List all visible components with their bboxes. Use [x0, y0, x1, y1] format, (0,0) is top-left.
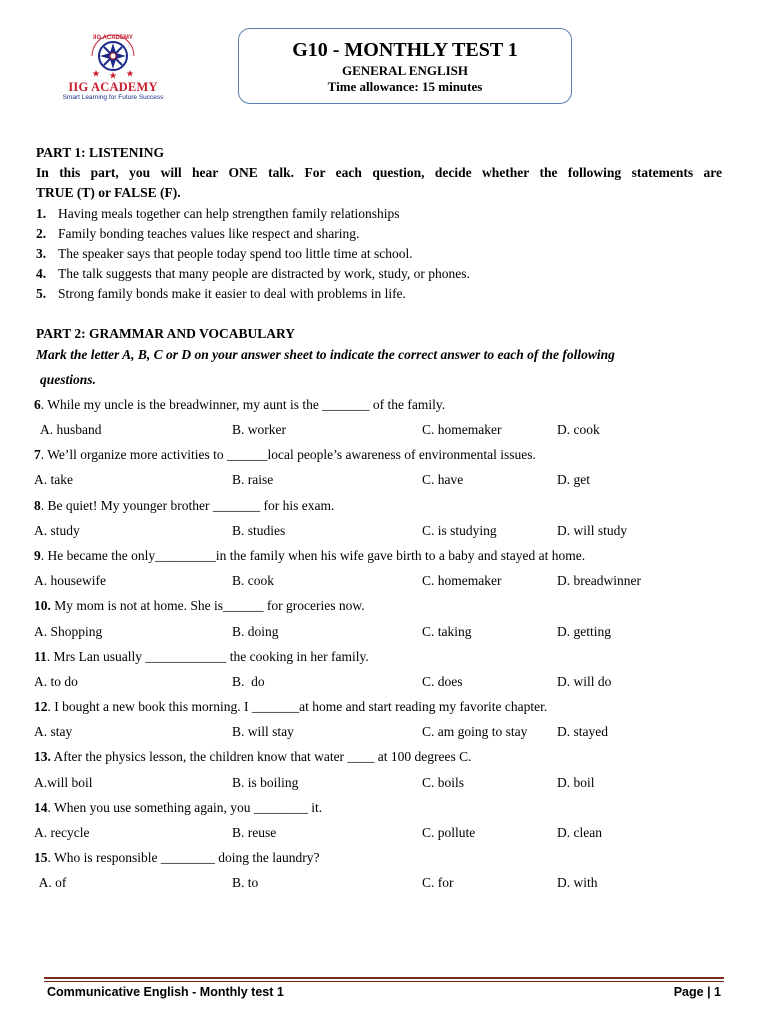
option-c: C. have	[422, 472, 464, 487]
question-text: . Who is responsible ________ doing the laundry?	[47, 850, 320, 865]
option-d: D. will do	[557, 674, 612, 689]
item-number: 1.	[36, 206, 47, 221]
question-number: 11	[34, 649, 47, 664]
test-title-box	[238, 28, 572, 104]
question-10	[34, 598, 365, 614]
question-text: . We’ll organize more activities to ______local people’s awareness of environmental issues.	[40, 447, 536, 462]
footer-divider-thin	[44, 981, 724, 982]
option-a: A. to do	[34, 674, 78, 689]
option-b: B. doing	[232, 624, 279, 639]
part1-heading: PART 1: LISTENING	[36, 145, 165, 160]
item-text: The talk suggests that many people are distracted by work, study, or phones.	[58, 266, 470, 281]
test-title: G10 - MONTHLY TEST 1	[292, 39, 518, 61]
option-d: D. clean	[557, 825, 602, 840]
question-12	[34, 699, 547, 715]
option-d: D. getting	[557, 624, 611, 639]
item-text: Strong family bonds make it easier to deal with problems in life.	[58, 286, 406, 301]
item-number: 5.	[36, 286, 47, 301]
option-a: A. take	[34, 472, 73, 487]
question-text: . Be quiet! My younger brother _______ for his exam.	[40, 498, 335, 513]
question-text: . He became the only_________in the family when his wife gave birth to a baby and stayed at home.	[40, 548, 586, 563]
question-number: 14	[34, 800, 48, 815]
option-a: A. of	[36, 875, 67, 890]
list-item	[36, 266, 470, 282]
option-c: C. homemaker	[422, 422, 502, 437]
test-subject: GENERAL ENGLISH	[341, 63, 469, 78]
question-text: After the physics lesson, the children know that water ____ at 100 degrees C.	[50, 749, 472, 764]
option-b: B. cook	[232, 573, 274, 588]
option-b: B. studies	[232, 523, 286, 538]
option-b: B. reuse	[232, 825, 277, 840]
question-8	[34, 498, 334, 514]
page-number: Page | 1	[673, 985, 721, 999]
svg-text:IIG ACADEMY: IIG ACADEMY	[93, 35, 133, 41]
question-6	[34, 397, 445, 413]
item-text: Family bonding teaches values like respect and sharing.	[58, 226, 360, 241]
option-a: A.will boil	[34, 775, 93, 790]
option-c: C. is studying	[422, 523, 497, 538]
option-a: A. stay	[34, 724, 73, 739]
option-c: C. does	[422, 674, 463, 689]
item-text: The speaker says that people today spend too little time at school.	[58, 246, 413, 261]
question-number: 7	[34, 447, 41, 462]
option-a: A. Shopping	[34, 624, 103, 639]
item-number: 4.	[36, 266, 47, 281]
option-d: D. will study	[557, 523, 628, 538]
option-c: C. homemaker	[422, 573, 502, 588]
footer-course-title: Communicative English - Monthly test 1	[47, 985, 284, 999]
logo-brand-name: IIG ACADEMY	[68, 80, 158, 94]
question-13	[34, 749, 472, 765]
option-c: C. for	[422, 875, 454, 890]
part2-heading: PART 2: GRAMMAR AND VOCABULARY	[36, 326, 296, 341]
option-d: D. stayed	[557, 724, 608, 739]
part2-instruction-line2: questions.	[40, 372, 96, 387]
academy-emblem-icon	[84, 30, 142, 80]
question-text: . Mrs Lan usually ____________ the cooking in her family.	[46, 649, 369, 664]
option-b: B. worker	[232, 422, 286, 437]
option-a: A. study	[34, 523, 80, 538]
option-b: B. raise	[232, 472, 274, 487]
question-15	[34, 850, 319, 866]
question-number: 9	[34, 548, 41, 563]
option-b: B. will stay	[232, 724, 294, 739]
item-number: 3.	[36, 246, 47, 261]
option-c: C. pollute	[422, 825, 476, 840]
question-14	[34, 800, 322, 816]
question-number: 13.	[34, 749, 51, 764]
part1-instruction-line1: In this part, you will hear ONE talk. For each question, decide whether the following statements are	[36, 165, 722, 180]
list-item	[36, 246, 413, 262]
option-d: D. get	[557, 472, 590, 487]
option-b: B. to	[232, 875, 259, 890]
question-number: 6	[34, 397, 41, 412]
part1-instruction-line2: TRUE (T) or FALSE (F).	[36, 185, 181, 200]
question-text: . I bought a new book this morning. I _______at home and start reading my favorite chapter.	[47, 699, 548, 714]
question-9	[34, 548, 585, 564]
option-a: A. husband	[40, 422, 102, 437]
iig-academy-logo	[58, 30, 168, 106]
option-b: B. is boiling	[232, 775, 299, 790]
list-item	[36, 226, 359, 242]
item-number: 2.	[36, 226, 47, 241]
logo-tagline: Smart Learning for Future Success	[62, 94, 164, 101]
option-d: D. breadwinner	[557, 573, 641, 588]
question-text: . While my uncle is the breadwinner, my aunt is the _______ of the family.	[40, 397, 446, 412]
option-c: C. taking	[422, 624, 472, 639]
option-c: C. am going to stay	[422, 724, 528, 739]
item-text: Having meals together can help strengthen family relationships	[58, 206, 400, 221]
question-number: 12	[34, 699, 48, 714]
time-allowance: Time allowance: 15 minutes	[327, 79, 483, 94]
footer-divider	[44, 977, 724, 979]
list-item	[36, 206, 400, 222]
option-a: A. housewife	[34, 573, 106, 588]
option-d: D. cook	[557, 422, 600, 437]
question-text: My mom is not at home. She is______ for groceries now.	[50, 598, 365, 613]
question-11	[34, 649, 369, 665]
question-7	[34, 447, 536, 463]
part2-instruction-line1: Mark the letter A, B, C or D on your answer sheet to indicate the correct answer to each of the following	[36, 347, 615, 362]
question-text: . When you use something again, you ________ it.	[47, 800, 323, 815]
option-d: D. with	[557, 875, 598, 890]
option-a: A. recycle	[34, 825, 90, 840]
question-number: 15	[34, 850, 48, 865]
list-item	[36, 286, 406, 302]
question-number: 8	[34, 498, 41, 513]
option-d: D. boil	[557, 775, 595, 790]
option-b: B. do	[232, 674, 265, 689]
question-number: 10.	[34, 598, 51, 613]
option-c: C. boils	[422, 775, 465, 790]
